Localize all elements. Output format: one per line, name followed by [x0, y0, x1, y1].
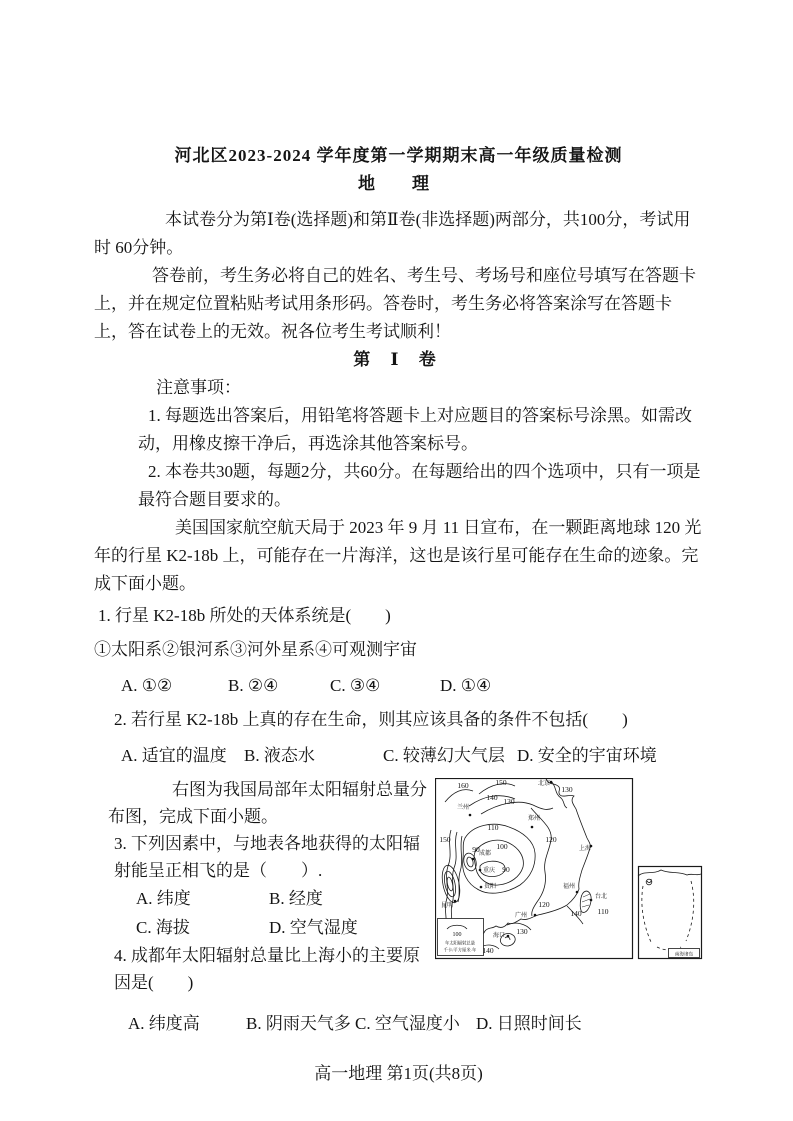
solar-radiation-map [435, 778, 703, 960]
inset-map-border [639, 867, 702, 959]
passage-1: 美国国家航空航天局于 2023 年 9 月 11 日宣布，在一颗距离地球 120 光年的行星 K2-18b 上，可能存在一片海洋，这也是该行星可能存在生命的迹象。完成下面小题。 [94, 518, 702, 593]
question-4-options [94, 1010, 703, 1038]
q2-option-b: B. 液态水 [244, 746, 315, 765]
intro-paragraph-2: 答卷前，考生务必将自己的姓名、考生号、考场号和座位号填写在答题卡上，并在规定位置粘贴考试用条形码。答卷时，考生务必将答案涂写在答题卡上，答在试卷上的无效。祝各位考生考试顺利！ [94, 266, 696, 341]
note-item-1: 1. 每题选出答案后，用铅笔将答题卡上对应题目的答案标号涂黑。如需改动，用橡皮擦干净后，再选涂其他答案标号。 [138, 406, 692, 453]
svg-text:140: 140 [486, 793, 498, 802]
svg-text:140: 140 [482, 946, 494, 955]
q4-option-c: C. 空气湿度小 [355, 1014, 460, 1033]
subject-title: 地 理 [358, 174, 439, 193]
svg-text:90: 90 [472, 845, 480, 854]
q3-option-b: B. 经度 [269, 889, 323, 908]
svg-text:90: 90 [502, 865, 510, 874]
solar-radiation-map-figure [435, 778, 703, 960]
question-3-options-row-1 [108, 885, 427, 913]
svg-text:贵阳: 贵阳 [484, 884, 497, 890]
passage-2: 右图为我国局部年太阳辐射总量分布图，完成下面小题。 [108, 780, 427, 826]
q2-option-a: A. 适宜的温度 [121, 746, 227, 765]
legend-line-1: 年太阳辐射总量 [444, 940, 476, 946]
svg-text:110: 110 [487, 823, 499, 832]
q2-option-d: D. 安全的宇宙环境 [517, 746, 657, 765]
question-3-options-row-2 [108, 914, 427, 942]
q1-option-b: B. ②④ [228, 676, 279, 695]
svg-text:福州: 福州 [563, 884, 576, 890]
svg-text:郑州: 郑州 [528, 816, 541, 822]
question-1-stem: 1. 行星 K2-18b 所处的天体系统是( ) [98, 606, 391, 625]
svg-text:昆明: 昆明 [441, 903, 454, 909]
svg-text:160: 160 [457, 781, 469, 790]
q3-option-c: C. 海拔 [136, 918, 190, 937]
question-3-4-block [94, 776, 703, 1038]
svg-text:140: 140 [570, 909, 582, 918]
q4-option-d: D. 日照时间长 [476, 1014, 582, 1033]
svg-text:130: 130 [516, 927, 528, 936]
q4-option-a: A. 纬度高 [128, 1014, 200, 1033]
svg-text:120: 120 [545, 835, 557, 844]
q3-option-a: A. 纬度 [136, 889, 191, 908]
svg-text:广州: 广州 [515, 913, 528, 919]
q4-option-b: B. 阴雨天气多 [246, 1014, 351, 1033]
svg-text:150: 150 [495, 778, 507, 787]
inset-label: 南海诸岛 [674, 951, 694, 957]
svg-text:北京: 北京 [538, 781, 551, 787]
q3-option-d: D. 空气湿度 [269, 918, 358, 937]
svg-text:台北: 台北 [595, 894, 608, 900]
notes-heading: 注意事项： [156, 378, 241, 397]
legend-value: 100 [452, 932, 462, 938]
svg-text:150: 150 [439, 835, 451, 844]
q1-option-c: C. ③④ [330, 676, 381, 695]
svg-text:130: 130 [561, 785, 573, 794]
svg-text:上海: 上海 [579, 846, 592, 852]
question-1-items: ①太阳系②银河系③河外星系④可观测宇宙 [94, 640, 417, 659]
svg-text:海口: 海口 [493, 933, 506, 939]
q1-option-d: D. ①④ [440, 676, 492, 695]
page-footer: 高一地理 第1页(共8页) [314, 1064, 483, 1083]
q1-option-a: A. ①② [121, 676, 173, 695]
svg-text:兰州: 兰州 [457, 805, 470, 811]
q2-option-c: C. 较薄幻大气层 [383, 746, 505, 765]
exam-title: 河北区2023-2024 学年度第一学期期末高一年级质量检测 [174, 146, 623, 165]
svg-text:重庆: 重庆 [483, 868, 496, 874]
svg-text:130: 130 [503, 797, 515, 806]
svg-text:110: 110 [597, 907, 609, 916]
question-2-stem: 2. 若行星 K2-18b 上真的存在生命，则其应该具备的条件不包括( ) [114, 710, 628, 729]
question-1-options [94, 672, 703, 700]
intro-paragraph-1: 本试卷分为第Ⅰ卷(选择题)和第Ⅱ卷(非选择题)两部分，共100分，考试用时 60分钟。 [94, 210, 691, 257]
note-item-2: 2. 本卷共30题，每题2分，共60分。在每题给出的四个选项中，只有一项是最符合题目要求的。 [138, 462, 701, 509]
svg-text:100: 100 [496, 842, 508, 851]
legend-line-2: 千卡/平方厘米·年 [443, 947, 477, 953]
question-3-stem: 3. 下列因素中，与地表各地获得的太阳辐射能呈正相飞的是（ ）. [114, 834, 420, 880]
question-4-stem: 4. 成都年太阳辐射总量比上海小的主要原因是( ) [114, 946, 420, 992]
section-title: 第 Ⅰ 卷 [353, 350, 444, 369]
svg-text:成都: 成都 [479, 851, 492, 857]
question-2-options [94, 742, 703, 770]
svg-text:120: 120 [538, 900, 550, 909]
